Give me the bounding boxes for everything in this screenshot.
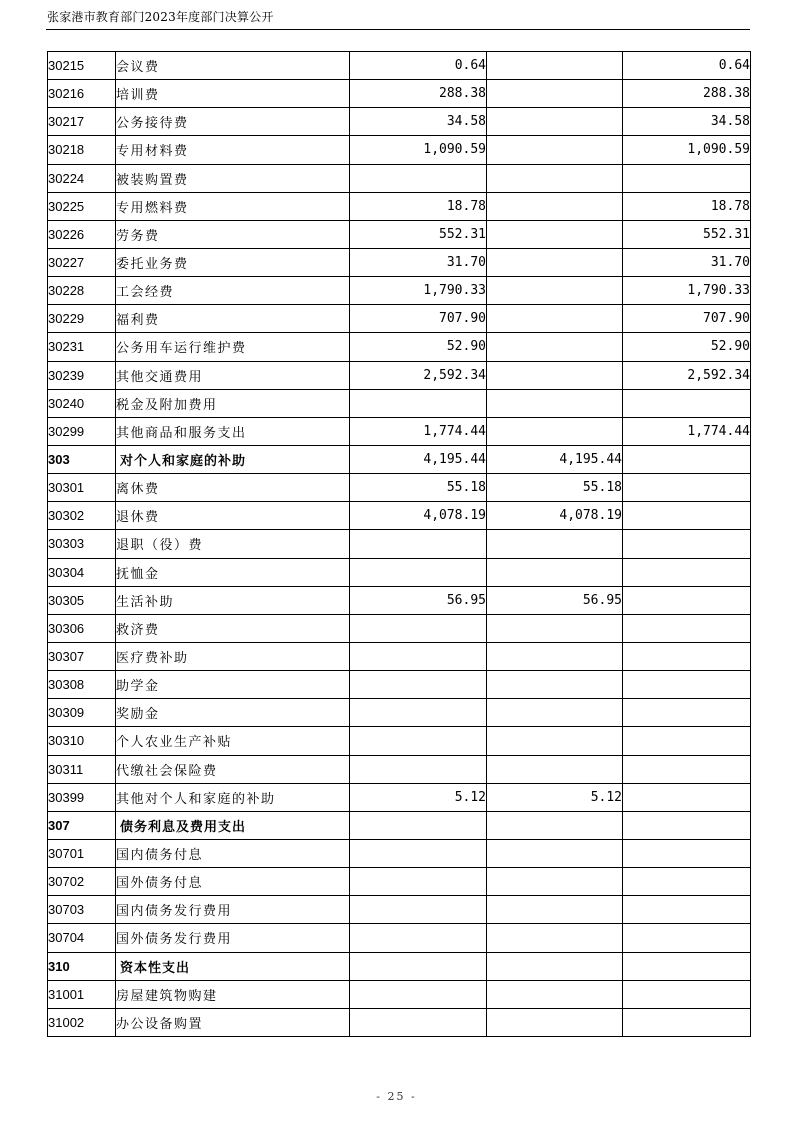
row-name-cell: 生活补助 [116,586,350,614]
row-name-cell: 福利费 [116,305,350,333]
row-code-cell: 30311 [48,755,116,783]
row-code-cell: 30309 [48,699,116,727]
row-basic-cell [487,699,623,727]
row-total-cell: 56.95 [350,586,487,614]
row-total-cell: 34.58 [350,108,487,136]
row-code-cell: 30308 [48,671,116,699]
row-total-cell [350,727,487,755]
row-code-cell: 30225 [48,192,116,220]
expenditure-table-body [48,52,751,1037]
table-row [48,614,751,642]
row-project-cell [623,755,751,783]
row-project-cell [623,671,751,699]
row-code-cell: 30704 [48,924,116,952]
table-row [48,839,751,867]
row-name-cell: 税金及附加费用 [116,389,350,417]
row-name-cell: 其他商品和服务支出 [116,417,350,445]
row-total-cell [350,952,487,980]
row-total-cell [350,896,487,924]
table-row [48,136,751,164]
row-total-cell [350,755,487,783]
row-project-cell [623,614,751,642]
row-name-cell: 办公设备购置 [116,1008,350,1036]
row-name-cell: 对个人和家庭的补助 [116,445,350,473]
row-basic-cell [487,614,623,642]
row-basic-cell: 5.12 [487,783,623,811]
row-project-cell: 1,790.33 [623,277,751,305]
row-total-cell [350,839,487,867]
row-basic-cell [487,868,623,896]
table-row [48,671,751,699]
row-total-cell [350,642,487,670]
row-project-cell [623,642,751,670]
row-basic-cell [487,558,623,586]
row-basic-cell [487,417,623,445]
row-total-cell [350,530,487,558]
table-row [48,108,751,136]
table-row [48,980,751,1008]
row-basic-cell [487,727,623,755]
row-total-cell: 552.31 [350,220,487,248]
row-code-cell: 30703 [48,896,116,924]
table-row [48,502,751,530]
row-code-cell: 30310 [48,727,116,755]
row-basic-cell [487,164,623,192]
row-basic-cell [487,811,623,839]
table-row [48,277,751,305]
row-name-cell: 国内债务发行费用 [116,896,350,924]
row-name-cell: 救济费 [116,614,350,642]
table-row [48,783,751,811]
table-row [48,586,751,614]
row-basic-cell [487,192,623,220]
row-code-cell: 30217 [48,108,116,136]
row-project-cell: 2,592.34 [623,361,751,389]
row-code-cell: 30227 [48,248,116,276]
row-name-cell: 劳务费 [116,220,350,248]
row-name-cell: 公务用车运行维护费 [116,333,350,361]
row-basic-cell [487,839,623,867]
row-basic-cell [487,80,623,108]
row-name-cell: 国内债务付息 [116,839,350,867]
row-name-cell: 被装购置费 [116,164,350,192]
row-project-cell [623,530,751,558]
row-code-cell: 31002 [48,1008,116,1036]
page-number: - 25 - [376,1090,417,1103]
row-name-cell: 离休费 [116,474,350,502]
table-row [48,220,751,248]
table-row [48,699,751,727]
row-total-cell: 4,195.44 [350,445,487,473]
row-total-cell: 52.90 [350,333,487,361]
table-row [48,868,751,896]
table-row [48,417,751,445]
row-name-cell: 公务接待费 [116,108,350,136]
row-project-cell [623,558,751,586]
row-basic-cell [487,389,623,417]
row-basic-cell [487,305,623,333]
row-code-cell: 30302 [48,502,116,530]
row-code-cell: 30305 [48,586,116,614]
row-project-cell: 18.78 [623,192,751,220]
row-project-cell [623,896,751,924]
row-project-cell [623,474,751,502]
row-name-cell: 国外债务发行费用 [116,924,350,952]
row-basic-cell [487,277,623,305]
row-code-cell: 310 [48,952,116,980]
row-basic-cell [487,924,623,952]
row-project-cell: 288.38 [623,80,751,108]
row-name-cell: 培训费 [116,80,350,108]
row-code-cell: 30304 [48,558,116,586]
row-project-cell: 31.70 [623,248,751,276]
row-code-cell: 303 [48,445,116,473]
row-name-cell: 其他对个人和家庭的补助 [116,783,350,811]
row-basic-cell [487,952,623,980]
table-row [48,1008,751,1036]
row-code-cell: 30224 [48,164,116,192]
row-total-cell: 1,790.33 [350,277,487,305]
row-project-cell [623,868,751,896]
row-basic-cell [487,671,623,699]
row-name-cell: 专用材料费 [116,136,350,164]
row-code-cell: 30240 [48,389,116,417]
table-row [48,248,751,276]
row-project-cell [623,445,751,473]
header-divider [46,29,750,30]
row-name-cell: 退休费 [116,502,350,530]
row-total-cell: 2,592.34 [350,361,487,389]
row-code-cell: 30701 [48,839,116,867]
row-project-cell: 52.90 [623,333,751,361]
document-header-title: 张家港市教育部门2023年度部门决算公开 [47,10,274,24]
row-code-cell: 30216 [48,80,116,108]
row-basic-cell [487,108,623,136]
row-project-cell: 1,090.59 [623,136,751,164]
table-row [48,361,751,389]
row-project-cell [623,164,751,192]
row-code-cell: 30306 [48,614,116,642]
row-project-cell: 1,774.44 [623,417,751,445]
row-code-cell: 30229 [48,305,116,333]
row-code-cell: 30301 [48,474,116,502]
row-basic-cell: 56.95 [487,586,623,614]
row-basic-cell [487,220,623,248]
row-total-cell [350,811,487,839]
row-name-cell: 工会经费 [116,277,350,305]
table-row [48,305,751,333]
expenditure-table [47,51,751,1037]
row-basic-cell [487,333,623,361]
row-basic-cell [487,980,623,1008]
row-basic-cell [487,136,623,164]
row-project-cell: 552.31 [623,220,751,248]
row-project-cell [623,980,751,1008]
row-project-cell: 0.64 [623,52,751,80]
row-total-cell: 707.90 [350,305,487,333]
row-basic-cell [487,530,623,558]
row-basic-cell [487,642,623,670]
row-basic-cell: 4,195.44 [487,445,623,473]
row-code-cell: 30399 [48,783,116,811]
row-basic-cell: 4,078.19 [487,502,623,530]
table-row [48,924,751,952]
table-row [48,558,751,586]
row-name-cell: 医疗费补助 [116,642,350,670]
row-code-cell: 30218 [48,136,116,164]
row-code-cell: 30228 [48,277,116,305]
table-row [48,192,751,220]
row-code-cell: 30226 [48,220,116,248]
row-name-cell: 其他交通费用 [116,361,350,389]
row-name-cell: 委托业务费 [116,248,350,276]
row-project-cell [623,699,751,727]
row-total-cell [350,868,487,896]
row-project-cell [623,783,751,811]
row-code-cell: 30303 [48,530,116,558]
row-project-cell [623,727,751,755]
row-total-cell [350,164,487,192]
row-name-cell: 助学金 [116,671,350,699]
row-total-cell: 0.64 [350,52,487,80]
table-row [48,727,751,755]
row-total-cell: 1,090.59 [350,136,487,164]
row-total-cell: 4,078.19 [350,502,487,530]
row-project-cell: 707.90 [623,305,751,333]
row-total-cell [350,389,487,417]
row-total-cell [350,558,487,586]
row-total-cell: 31.70 [350,248,487,276]
row-name-cell: 退职（役）费 [116,530,350,558]
row-project-cell [623,389,751,417]
row-name-cell: 债务利息及费用支出 [116,811,350,839]
row-name-cell: 专用燃料费 [116,192,350,220]
table-row [48,52,751,80]
row-project-cell [623,502,751,530]
table-row [48,164,751,192]
row-name-cell: 房屋建筑物购建 [116,980,350,1008]
table-row [48,530,751,558]
row-total-cell [350,614,487,642]
row-code-cell: 30231 [48,333,116,361]
row-total-cell [350,980,487,1008]
row-project-cell [623,1008,751,1036]
row-total-cell [350,1008,487,1036]
row-name-cell: 会议费 [116,52,350,80]
row-code-cell: 30307 [48,642,116,670]
row-total-cell [350,924,487,952]
row-total-cell: 288.38 [350,80,487,108]
row-code-cell: 30299 [48,417,116,445]
table-row [48,333,751,361]
row-basic-cell [487,1008,623,1036]
row-project-cell [623,952,751,980]
table-row [48,896,751,924]
table-row [48,642,751,670]
row-basic-cell [487,361,623,389]
row-name-cell: 个人农业生产补贴 [116,727,350,755]
table-group-row [48,952,751,980]
row-basic-cell [487,248,623,276]
row-code-cell: 31001 [48,980,116,1008]
row-basic-cell [487,896,623,924]
row-name-cell: 抚恤金 [116,558,350,586]
table-row [48,474,751,502]
row-basic-cell: 55.18 [487,474,623,502]
row-name-cell: 国外债务付息 [116,868,350,896]
row-total-cell: 5.12 [350,783,487,811]
table-group-row [48,811,751,839]
row-total-cell: 1,774.44 [350,417,487,445]
row-total-cell: 18.78 [350,192,487,220]
row-name-cell: 奖励金 [116,699,350,727]
row-name-cell: 资本性支出 [116,952,350,980]
row-total-cell: 55.18 [350,474,487,502]
row-basic-cell [487,755,623,783]
table-row [48,80,751,108]
table-group-row [48,445,751,473]
row-total-cell [350,699,487,727]
row-project-cell [623,839,751,867]
row-project-cell [623,811,751,839]
row-basic-cell [487,52,623,80]
table-row [48,755,751,783]
row-code-cell: 307 [48,811,116,839]
row-name-cell: 代缴社会保险费 [116,755,350,783]
row-code-cell: 30239 [48,361,116,389]
table-row [48,389,751,417]
row-project-cell [623,924,751,952]
row-total-cell [350,671,487,699]
row-code-cell: 30702 [48,868,116,896]
row-project-cell: 34.58 [623,108,751,136]
row-project-cell [623,586,751,614]
row-code-cell: 30215 [48,52,116,80]
